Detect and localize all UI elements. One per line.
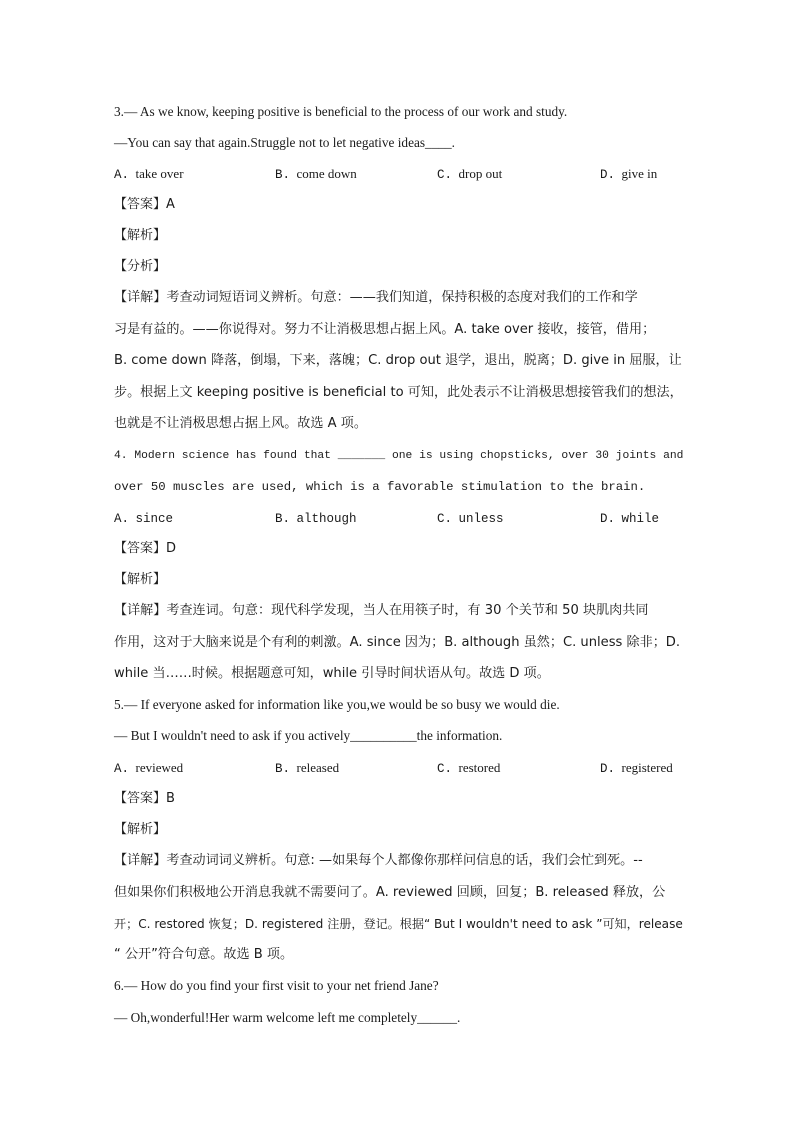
q3-option-c: C. drop out (437, 166, 503, 182)
q3-detail-line-1: 【详解】考查动词短语词义辨析。句意：——我们知道，保持积极的态度对我们的工作和学 (114, 290, 638, 305)
q4-option-a: A. since (114, 512, 174, 526)
q4-answer: 【答案】D (114, 541, 177, 556)
q3-detail-line-3: B. come down 降落，倒塌，下来，落魄；C. drop out 退学，退出，脱离；D. give in 屈服，让 (114, 353, 682, 368)
q5-answer: 【答案】B (114, 791, 175, 806)
q4-question-line-2: over 50 muscles are used, which is a favorable stimulation to the brain. (114, 480, 646, 494)
q3-option-b: B. come down (275, 166, 357, 182)
q3-detail-line-4: 步。根据上文 keeping positive is beneficial to 可知，此处表示不让消极思想接管我们的想法， (114, 385, 683, 400)
q4-option-d: D. while (600, 512, 660, 526)
q3-answer: 【答案】A (114, 197, 175, 212)
q5-detail-line-3: 开；C. restored 恢复；D. registered 注册，登记。根据“ But I wouldn't need to ask ”可知，release (114, 917, 683, 931)
q3-option-a: A. take over (114, 166, 184, 182)
q4-question-line-1: 4. Modern science has found that _______ one is using chopsticks, over 30 joints and (114, 450, 684, 462)
q3-detail-line-5: 也就是不让消极思想占据上风。故选 A 项。 (114, 416, 367, 431)
q3-detail-line-2: 习是有益的。——你说得对。努力不让消极思想占据上风。A. take over 接收，接管，借用； (114, 322, 656, 337)
q5-option-a: A. reviewed (114, 760, 184, 776)
q3-question-line-2: —You can say that again.Struggle not to let negative ideas____. (114, 135, 455, 150)
q5-detail-line-2: 但如果你们积极地公开消息我就不需要问了。A. reviewed 回顾，回复；B. released 释放，公 (114, 885, 666, 900)
q5-option-c: C. restored (437, 760, 501, 776)
q5-question-line-2: — But I wouldn't need to ask if you actively__________the information. (114, 728, 503, 743)
q5-detail-line-4: “ 公开”符合句意。故选 B 项。 (114, 947, 294, 962)
q4-detail-line-1: 【详解】考查连词。句意：现代科学发现，当人在用筷子时，有 30 个关节和 50 块肌肉共同 (114, 603, 649, 618)
q5-detail-line-1: 【详解】考查动词词义辨析。句意: —如果每个人都像你那样问信息的话，我们会忙到死。-- (114, 853, 643, 868)
q4-detail-line-2: 作用，这对于大脑来说是个有利的刺激。A. since 因为；B. although 虽然；C. unless 除非；D. (114, 635, 681, 650)
q3-fenxi-heading: 【分析】 (114, 259, 167, 274)
q4-option-c: C. unless (437, 512, 504, 526)
q5-option-d: D. registered (600, 760, 673, 776)
q6-question-line-1: 6.— How do you find your first visit to your net friend Jane? (114, 978, 439, 993)
q3-option-d: D. give in (600, 166, 658, 182)
q3-question-line-1: 3.— As we know, keeping positive is beneficial to the process of our work and study. (114, 104, 568, 119)
q4-option-b: B. although (275, 512, 357, 526)
q4-analysis-heading: 【解析】 (114, 572, 167, 587)
q4-detail-line-3: while 当……时候。根据题意可知，while 引导时间状语从句。故选 D 项。 (114, 666, 550, 681)
q5-question-line-1: 5.— If everyone asked for information like you,we would be so busy we would die. (114, 697, 560, 712)
q5-analysis-heading: 【解析】 (114, 822, 167, 837)
q5-option-b: B. released (275, 760, 340, 776)
q6-question-line-2: — Oh,wonderful!Her warm welcome left me completely______. (114, 1010, 461, 1025)
q3-analysis-heading: 【解析】 (114, 228, 167, 243)
